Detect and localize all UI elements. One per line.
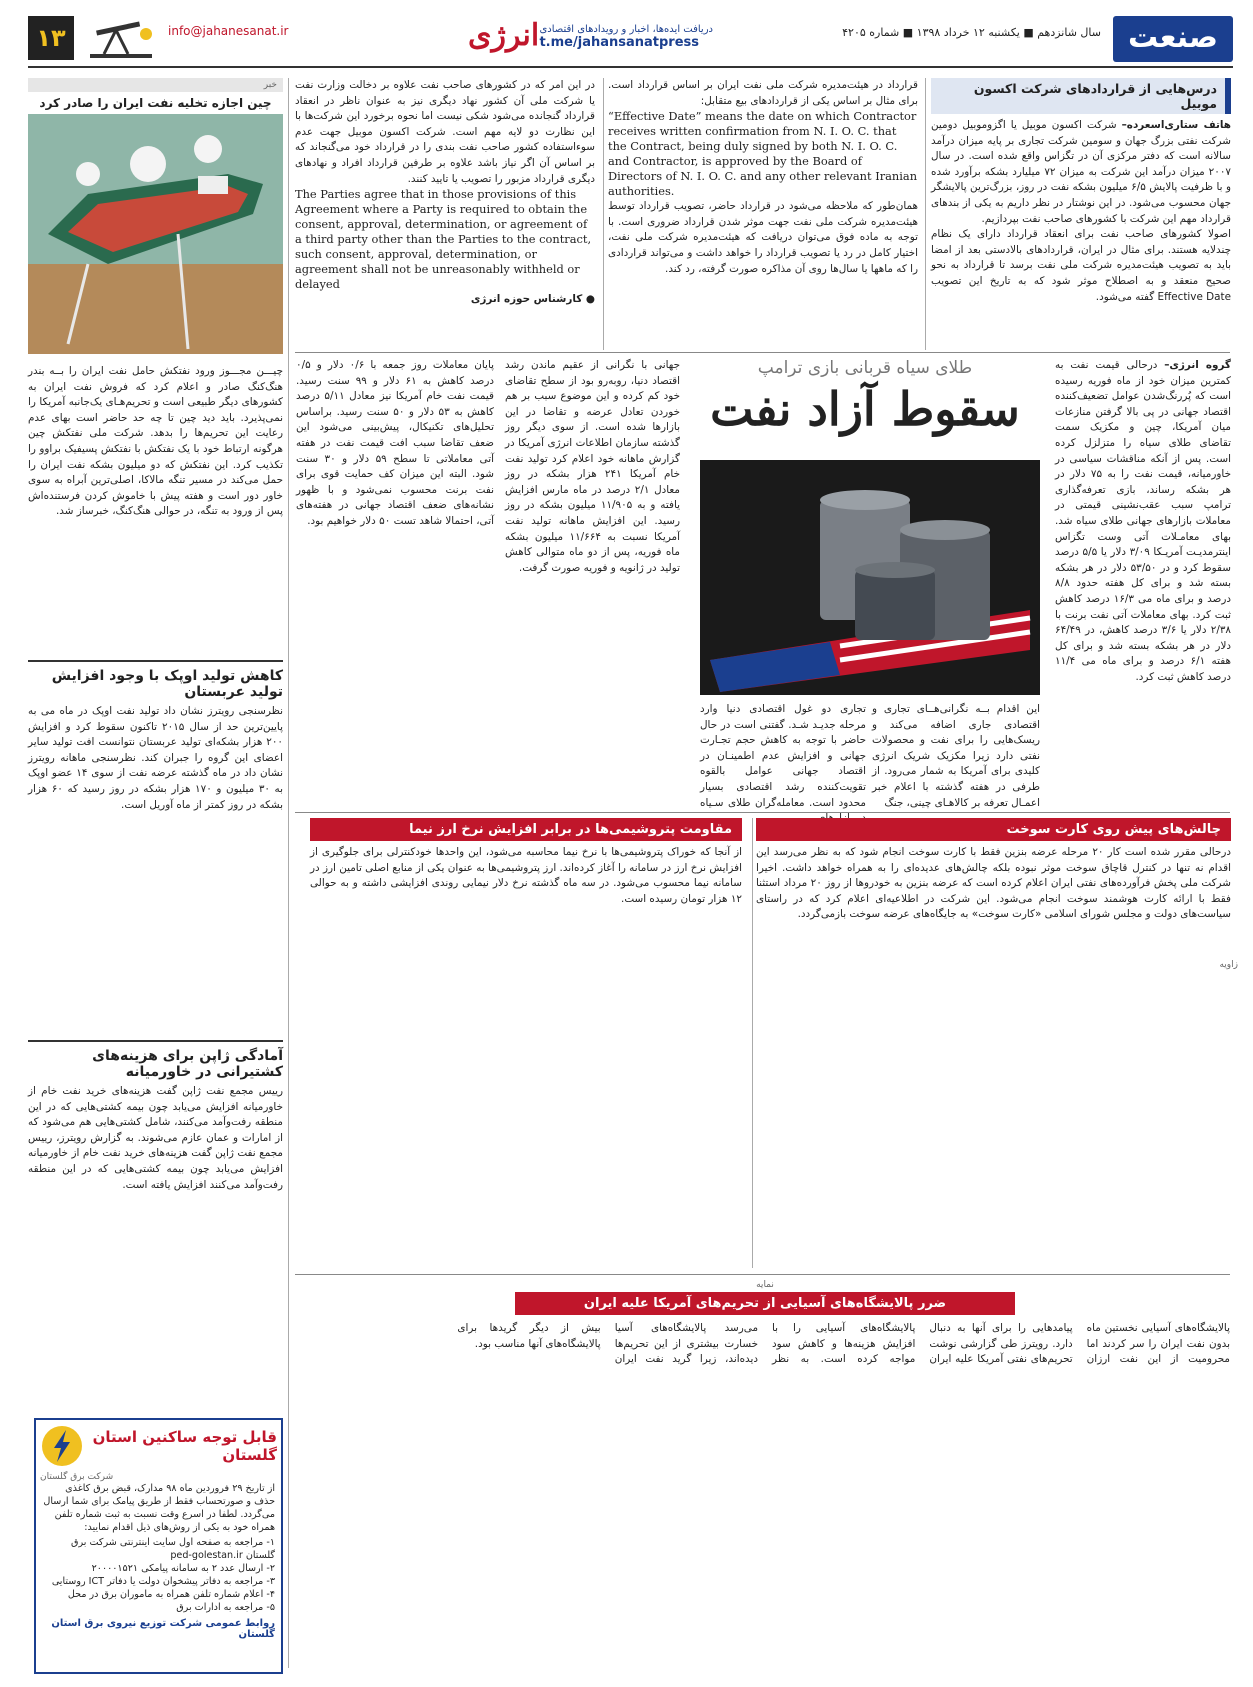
asian-refineries-title: ضرر پالایشگاه‌های آسیایی از تحریم‌های آمریکا علیه ایران <box>515 1292 1015 1315</box>
opec-body: نظرسنجی رویترز نشان داد تولید نفت اوپک در ماه می به پایین‌ترین حد از سال ۲۰۱۵ تاکنون سقوط کرد و افزایش ۲۰۰ هزار بشکه‌ای تولید عربستان نتوانست افت تولید سایر اعضای این گروه را جبران کند. نظرسنجی ماهانه رویترز نشان داد در ماه گذشته عرضه نفت از سوی ۱۴ عضو اوپک به ۳۰ میلیون و ۱۷۰ هزار بشکه در روز رسید که ۶۰ هزار بشکه در روز کمتر از ماه آوریل است. <box>28 705 284 811</box>
col3-para1: در این امر که در کشورهای صاحب نفت علاوه بر دخالت وزارت نفت یا شرکت ملی آن کشور نهاد دیگری نیز به عنوان ناظر در انعقاد قرارداد گنجانده می‌شود شکی نیست اما نحوه برخورد این شرکت‌ها با این نظارت دو لایه مهم است. شرکت اکسون موبیل جهت عدم سوءاستفاده کشور صاحب نفت بندی را در قرارداد خود می‌گنجاند که بر اساس آن اگر نیاز باشد علاوه بر طرفین قرارداد افراد و نهادهای دیگری قرارداد مزبور را تصویب یا تایید کنند. <box>295 79 595 185</box>
page-number: ۱۳ <box>28 16 74 60</box>
opec-title: کاهش تولید اوپک با وجود افزایش تولید عربستان <box>51 668 283 700</box>
japan-body: رییس مجمع نفت ژاپن گفت هزینه‌های خرید نفت خام از خاورمیانه افزایش می‌یابد چون بیمه کشتی‌هایی که در این منطقه رفت‌وآمد می‌کنند، شامل کشتی‌هایی هم می‌شود که از امارات و عمان عازم می‌شوند. به گزارش رویترز، رییس مجمع نفت ژاپن گفت هزینه‌های خرید نفت خام از خاورمیانه افزایش می‌یابد چون بیمه کشتی‌هایی که در این منطقه رفت‌وآمد می‌کنند افزایش یافته است. <box>28 1085 283 1191</box>
news-label: خبر <box>28 78 283 92</box>
barrels-flag-photo <box>700 460 1040 695</box>
col2-para1: قرارداد در هیئت‌مدیره شرکت ملی نفت ایران بر اساس قرارداد است. برای مثال بر اساس یکی از قراردادهای بیع متقابل: <box>608 79 918 107</box>
asian-refineries-article <box>300 1280 1230 1675</box>
main-col2 <box>505 358 680 806</box>
main-bottom-b-text: تجاری دو غول اقتصادی دنیا وارد مرحله جدیـد شـد. گفتنی است در حال حاضر با توجه به کاهش حجم تجـارت جهانی و افزایش عدم اطمینـان در اقتصاد جهانی عوامل بالقوه تقویت‌کننده رشد اقتصادی بسیار محدود است. معامله‌گران طلای سـیاه <box>700 703 866 809</box>
oil-pump-icon <box>86 20 156 60</box>
main-col2-text: جهانی با نگرانی از عقیم ماندن رشد اقتصاد دنیا، روبه‌رو بود از سطح تقاضای خود کم کرده و این موضوع سبب بر هم خوردن تعادل عرضه و تقاضا در این بازارها شده است. از سوی دیگر روز گذشته سازمان اطلاعات انرژی آمریکا در گزارش ماهانه خود اعلام کرد تولید نفت خام آمریکا ۲۴۱ هزار بشکه در روز معادل ۲/۱ درصد در ماه مارس افزایش یافته و به ۱۱/۹۰۵ میلیون بشکه در روز رسید. این افزایش ماهانه تولید نفت آمریکا نسبت به ۱۱/۶۶۴ میلیون بشکه ماه فوریه، پس از دو ماه متوالی کاهش تولید در ژانویه و فوریه صورت گرفت. <box>505 359 681 574</box>
exxon-para2: اصولا کشورهای صاحب نفت برای انعقاد قرارداد دارای یک نظام چندلایه هستند. برای مثال در ایران، قراردادهای بالادستی بعد از امضا باید به تصویب هیئت‌مدیره شرکت ملی نفت برسد تا قرارداد به نحو صحیح منعقد و به اصطلاح موثر شود که به تاریخ این تصویب Effective Date گفته می‌شود. <box>931 228 1231 303</box>
main-headline: سقوط آزاد نفت <box>710 382 1020 436</box>
china-news-body: چیـــن مجـــوز ورود نفتکش حامل نفت ایران را بــه بندر هنگ‌کنگ صادر و اعلام کرد که فروش نفت ایران به کشورهای دیگر طبیعی است و تحریم‌هـای یک‌جانبه آمریکا را نمی‌پذیرد. باید دید چین تا چه حد حاضر است بهای عدم رعایت این تحریم‌ها را بدهد. شرکت ملی نفتکش چین هرگونه ارتباط خود با یک نفتکش با نفتکش پسیفیک براوو را تکذیب کرد. این نفتکش که دو میلیون بشکه نفت ایران را حمل می‌کند در مسیر تنگه مالاکا، اصلی‌ترین آبراه به سوی خاور دور است و هفته پیش با خاموش کردن فرستنده‌اش پس از ورود به تنگه، در حوالی هنگ‌کنگ، خبرساز شد. <box>28 365 283 518</box>
author-byline: ● کارشناس حوزه انرژی <box>470 293 595 306</box>
main-col3-text: پایان معاملات روز جمعه با ۰/۶ دلار و ۰/۵ درصد کاهش به ۶۱ دلار و ۹۹ سنت رسید. قیمت نفت خام آمریکا نیز معادل ۵/۱۱ درصد کاهش به ۵۳ دلار و ۵۰ سنت رسید. براساس تحلیل‌های تکنیکال، پیش‌بینی می‌شود این ضعف تقاضا سبب افت قیمت نفت در هفته آتی معاملاتی تا سطح ۵۹ دلار و ۳۰ سنت شود. البته این میزان کف حمایت قوی برای نفت برنت محسوب نمی‌شود و با ظهور نشانه‌های ضعف اقتصاد جهانی در هفته‌های آتی، احتمالا شاهد تست ۵۰ دلار خواهیم بود. <box>296 359 495 527</box>
exxon-kicker: هاتف ستاری‌اسعرده– <box>1121 119 1231 131</box>
exxon-article <box>931 78 1231 350</box>
ad-title: قابل توجه ساکنین استان گلستان <box>92 1428 277 1464</box>
col2-para2: همان‌طور که ملاحظه می‌شود در قرارداد حاضر، تصویب قرارداد توسط هیئت‌مدیره شرکت ملی نفت جهت موثر شدن قرارداد ضروری است. با توجه به ماده فوق می‌توان دریافت که هیئت‌مدیره شرکت ملی نفت، اختیار کامل در رد یا تصویب قرارداد را خواهد داشت و می‌تواند قراردادی را که ماهها یا سال‌ها روی آن مذاکره صورت گرفته، رد کند. <box>608 200 918 275</box>
main-col3 <box>296 358 494 806</box>
petrochem-article <box>310 818 742 1268</box>
fuel-card-article <box>756 818 1231 1268</box>
exxon-title: درس‌هایی از قراردادهای شرکت اکسون موبیل <box>931 78 1231 114</box>
golestan-ad <box>34 1418 283 1674</box>
power-company-logo-icon <box>40 1424 84 1468</box>
ad-item-5: ۵- مراجعه به ادارات برق <box>176 1602 275 1613</box>
logo[interactable]: صنعت <box>1113 16 1233 62</box>
exxon-para1: شرکت اکسون موبیل یا اگزوموبیل دومین شرکت نفتی بزرگ جهان و سومین شرکت تجاری بر پایه میزان درآمد سالانه است که دفتر مرکزی آن در تگزاس واقع شده است. در سال ۲۰۰۷ میزان درآمد این شرکت به میزان ۷۲ میلیارد بشکه برآورد شده و با ظرفیت پالایش ۶/۵ میلیون بشکه نفت در روز، بزرگ‌ترین پالایشگر جهان محسوب می‌شود. در این نوشتار در نظر داریم به یکی از بندهای قرارداد مهم این شرکت با کشورهای صاحب نفت بپردازیم. <box>931 119 1231 225</box>
main-lead-label: گروه انرژی– <box>1164 359 1231 371</box>
bottom-tag: نمایه <box>756 1280 774 1290</box>
ad-intro: از تاریخ ۲۹ فروردین ماه ۹۸ مدارک، قبض برق کاغذی حذف و صورتحساب فقط از طریق پیامک برای شما ارسال می‌گردد. لطفا در اسرع وقت نسبت به ثبت شماره تلفن همراه خود به یکی از روش‌های ذیل اقدام نمایید: <box>43 1483 275 1533</box>
page-header <box>28 14 1233 68</box>
ad-footer: روابط عمومی شرکت توزیع نیروی برق استان گلستان <box>51 1618 275 1640</box>
section-title: انرژی <box>468 18 540 53</box>
main-bottom-a <box>872 702 1040 809</box>
email[interactable]: info@jahanesanat.ir <box>168 24 289 38</box>
main-col1-text: درحالی قیمت نفت به کمترین میزان خود از ماه فوریه رسیده است که پُررنگ‌شدن عوامل تضعیف‌کننده اقتصاد جهانی در پی بالا گرفتن منازعات میان آمریکا، چین و مکزیک سمت تقاضای طلای سیاه را متزلزل کرده است. پس از آنکه مناقشات سیاسی در خاورمیانه، قیمت نفت را به ۷۵ دلار در هر بشکه رساند، بازی تعرفه‌گذاری ترامپ سبب عقب‌نشینی قیمتی در معاملات بازارهای جهانی طلای سیاه شد. بهای معامـلات آتی وست تگزاس اینترمدیـت آمریـکا ۳/۰۹ دلار یا ۵/۵ درصد سقوط کرد و در ۵۳/۵۰ دلار در هر بشکه بسته شد و برای کل هفته حدود ۸/۸ درصد و برای ماه می ۱۶/۳ درصد کاهش ثبت کرد. بهای معاملات آتی نفت برنت با ۲/۳۸ دلار یا ۳/۶ درصد کاهش، در ۶۴/۴۹ دلار در هر بشکه بسته شد و برای کل هفته ۶/۱ درصد و برای ماه می ۱۱/۴ درصد کاهش ثبت کرد. <box>1055 359 1232 683</box>
ad-item-3: ۳- مراجعه به دفاتر پیشخوان دولت یا دفاتر ICT روستایی <box>51 1576 275 1587</box>
oil-tanker-photo <box>28 114 283 354</box>
ad-item-1: ۱- مراجعه به صفحه اول سایت اینترنتی شرکت برق گلستان ped-golestan.ir <box>71 1537 275 1561</box>
japan-title: آمادگی ژاپن برای هزینه‌های کشتیرانی در خاورمیانه <box>92 1048 283 1080</box>
main-kicker: طلای سیاه قربانی بازی ترامپ <box>757 358 973 378</box>
main-headline-block <box>690 358 1040 448</box>
issue-info: سال شانزدهم ■ یکشنبه ۱۲ خرداد ۱۳۹۸ ■ شماره ۴۲۰۵ <box>842 26 1101 39</box>
fuel-card-title: چالش‌های پیش روی کارت سوخت <box>756 818 1231 841</box>
ad-item-4: ۴- اعلام شماره تلفن همراه به ماموران برق در محل <box>67 1589 275 1600</box>
main-bottom-a-text: این اقدام بــه نگرانی‌هــای تجاری و اقتصادی جاری اضافه می‌کند و ریسک‌هایی را برای نفت و محصولات نفتی دارد زیرا مکزیک شریک انرژی کلیدی برای آمریکا به شمار می‌رود. از طرفی در هفته گذشته با اعلام خبر اعمـال تعرفه بر کالاهـای چینی، جنگ <box>872 703 1040 809</box>
ad-company-tag: شرکت برق گلستان <box>40 1472 114 1482</box>
ad-item-2: ۲- ارسال عدد ۲ به سامانه پیامکی ۲۰۰۰۰۱۵۲۱ <box>91 1563 275 1574</box>
zavie-tag: زاویه <box>1219 960 1238 970</box>
telegram-promo[interactable] <box>539 24 713 50</box>
asian-refineries-body: پالایشگاه‌های آسیایی نخستین ماه بدون نفت ایران را سر کردند اما محرومیت از این نفت ارزان پیامدهایی را برای آنها به دنبال دارد. رویترز طی گزارشی نوشت تحریم‌های نفتی آمریکا علیه ایران پالایشگاه‌های آسیایی را با افزایش هزینه‌ها و کاهش سود مواجه کرده است. به نظر می‌رسد پالایشگاه‌های آسیا خسارت بیشتری از این تحریم‌ها دیده‌اند، زیرا گرید نفت ایران بیش از دیگر گریدها برای پالایشگاه‌های آنها مناسب بود. <box>457 1322 1230 1366</box>
main-col1 <box>1055 358 1231 806</box>
petrochem-body: از آنجا که خوراک پتروشیمی‌ها با نرخ نیما محاسبه می‌شود، این واحدها خودکنترلی برای جلوگیری از افزایش نرخ ارز در سامانه را آغاز کرده‌اند. ارز پتروشیمی‌ها به عنوان یکی از منابع اصلی تامین ارز در سامانه نیما محسوب می‌شود. در سه ماه گذشته نرخ دلار نیمایی روندی افزایشی داشته و به حوالی ۱۲ هزار تومان رسیده است. <box>310 846 742 905</box>
main-bottom-b <box>700 702 866 809</box>
exxon-article-col3 <box>295 78 595 350</box>
telegram-text: دریافت ایده‌ها، اخبار و رویدادهای اقتصادی <box>539 24 713 35</box>
effective-date-quote: “Effective Date” means the date on which Contractor receives written confirmation from N. I. O. C. that the Contract, being duly signed by both N. I. O. C. and Contractor, is approved by the Board of Directors of N. I. O. C. and any other relevant Iranian authorities. <box>608 109 918 199</box>
china-news-title: چین اجازه تخلیه نفت ایران را صادر کرد <box>39 96 272 110</box>
consent-quote: The Parties agree that in those provisions of this Agreement where a Party is required to obtain the consent, approval, determination, or agreement of a third party other than the Parties to the contract, such consent, approval, determination, or agreement shall not be unreasonably withheld or delayed <box>295 187 592 292</box>
fuel-card-body: درحالی مقرر شده است کار ۲۰ مرحله عرضه بنزین فقط با کارت سوخت انجام شود که به نظر می‌رسد این اقدام نه تنها در کنترل قاچاق سوخت موثر نبوده بلکه چالش‌های عدیده‌ای را به همراه خواهد داشت. اخیرا شرکت ملی پخش فرآورده‌های نفتی ایران اعلام کرده است که عرضه بنزین به خودروها از روز ۲۰ مرداد استثنا فقط با ارائه کارت هوشمند سوخت انجام می‌شود. این شرکت در اطلاعیه‌ای اعلام کرد که در راستای سیاست‌های دولت و مجلس شورای اسلامی «کارت سوخت» به جایگاه‌های عرضه سوخت بازمی‌گردد. <box>756 846 1231 921</box>
petrochem-title: مقاومت پتروشیمی‌ها در برابر افزایش نرخ ارز نیما <box>310 818 742 841</box>
exxon-article-col2 <box>608 78 918 350</box>
telegram-url[interactable]: t.me/jahansanatpress <box>539 35 700 50</box>
